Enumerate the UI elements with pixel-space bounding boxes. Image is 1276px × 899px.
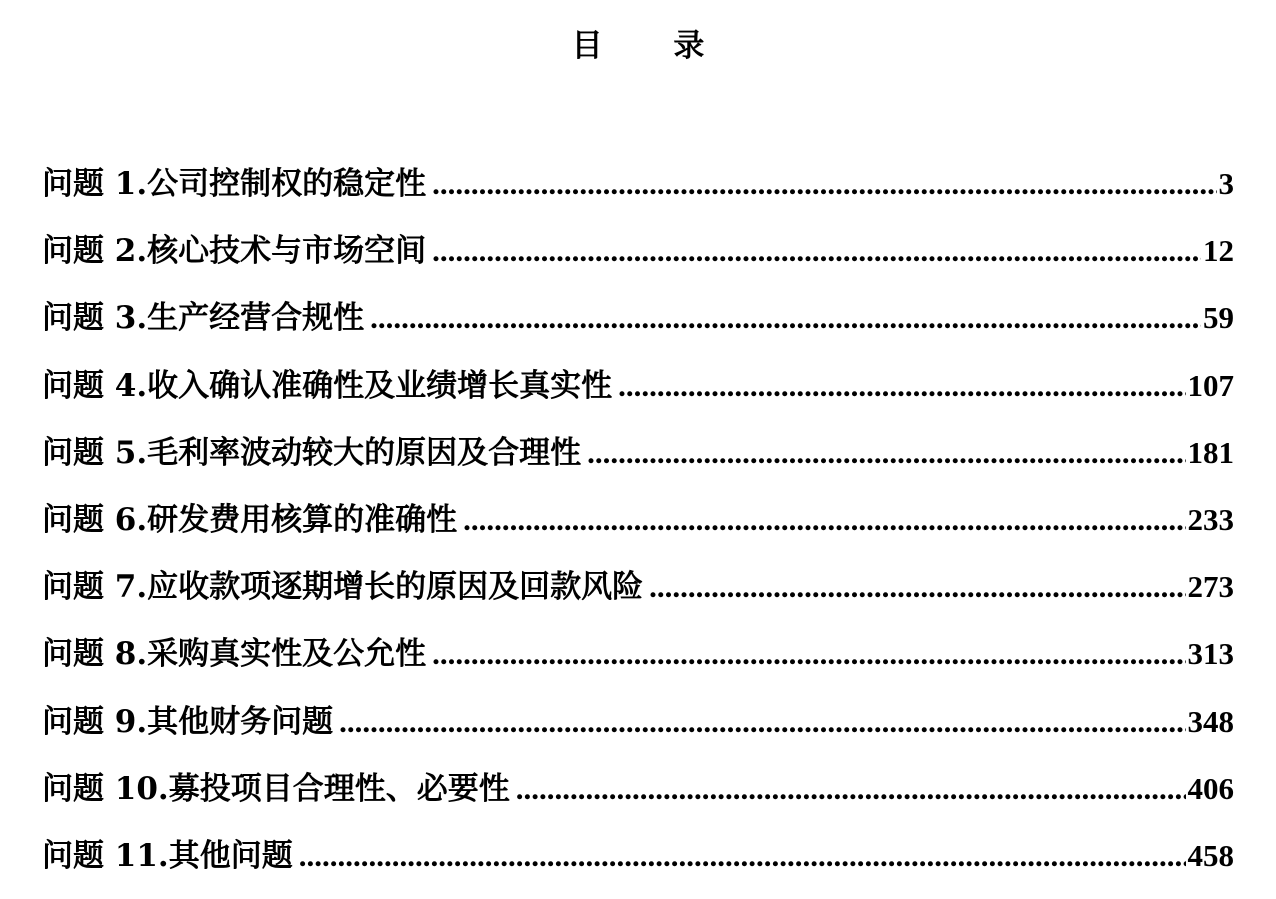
toc-entry-11[interactable] xyxy=(42,832,1234,899)
toc-page-number: 12 xyxy=(1203,233,1234,269)
toc-entry-label: 问题 7.应收款项逐期增长的原因及回款风险 xyxy=(42,569,644,606)
toc-list xyxy=(42,160,1234,899)
toc-page-number: 458 xyxy=(1187,837,1234,873)
toc-dot-leader xyxy=(432,630,1185,678)
toc-entry-7[interactable] xyxy=(42,563,1234,630)
toc-dot-leader xyxy=(618,362,1185,410)
toc-entry-9[interactable] xyxy=(42,698,1234,765)
toc-dot-leader xyxy=(587,429,1185,477)
toc-page-number: 59 xyxy=(1203,300,1234,336)
toc-entry-2[interactable] xyxy=(42,227,1234,294)
toc-page-number: 107 xyxy=(1187,367,1234,403)
toc-dot-leader xyxy=(649,563,1185,611)
toc-entry-label: 问题 10.募投项目合理性、必要性 xyxy=(42,770,510,807)
toc-entry-label: 问题 1.公司控制权的稳定性 xyxy=(42,166,427,202)
toc-entry-8[interactable] xyxy=(42,630,1234,697)
toc-entry-1[interactable] xyxy=(42,160,1234,227)
toc-entry-label: 问题 11.其他问题 xyxy=(42,837,293,874)
toc-entry-6[interactable] xyxy=(42,496,1234,563)
toc-entry-label: 问题 4.收入确认准确性及业绩增长真实性 xyxy=(42,367,613,404)
toc-entry-label: 问题 8.采购真实性及公允性 xyxy=(42,636,427,673)
toc-entry-label: 问题 5.毛利率波动较大的原因及合理性 xyxy=(42,434,582,471)
toc-page-number: 406 xyxy=(1187,770,1234,806)
toc-entry-label: 问题 9.其他财务问题 xyxy=(42,703,334,740)
toc-dot-leader xyxy=(370,294,1201,342)
toc-page-number: 181 xyxy=(1187,434,1234,470)
toc-dot-leader xyxy=(432,160,1216,208)
toc-page-number: 233 xyxy=(1187,501,1234,537)
toc-dot-leader xyxy=(432,227,1201,275)
toc-dot-leader xyxy=(463,496,1185,544)
toc-entry-5[interactable] xyxy=(42,429,1234,496)
toc-dot-leader xyxy=(516,765,1186,813)
toc-page-number: 3 xyxy=(1218,166,1234,201)
toc-entry-label: 问题 3.生产经营合规性 xyxy=(42,300,365,337)
toc-page-number: 273 xyxy=(1187,569,1234,605)
toc-entry-10[interactable] xyxy=(42,765,1234,832)
toc-title: 目 录 xyxy=(571,28,735,64)
toc-dot-leader xyxy=(339,698,1185,746)
toc-entry-3[interactable] xyxy=(42,294,1234,361)
toc-page-number: 348 xyxy=(1187,703,1234,739)
toc-page-number: 313 xyxy=(1187,636,1234,672)
toc-dot-leader xyxy=(299,832,1186,880)
toc-entry-label: 问题 2.核心技术与市场空间 xyxy=(42,233,427,270)
toc-entry-4[interactable] xyxy=(42,362,1234,429)
toc-entry-label: 问题 6.研发费用核算的准确性 xyxy=(42,501,458,538)
